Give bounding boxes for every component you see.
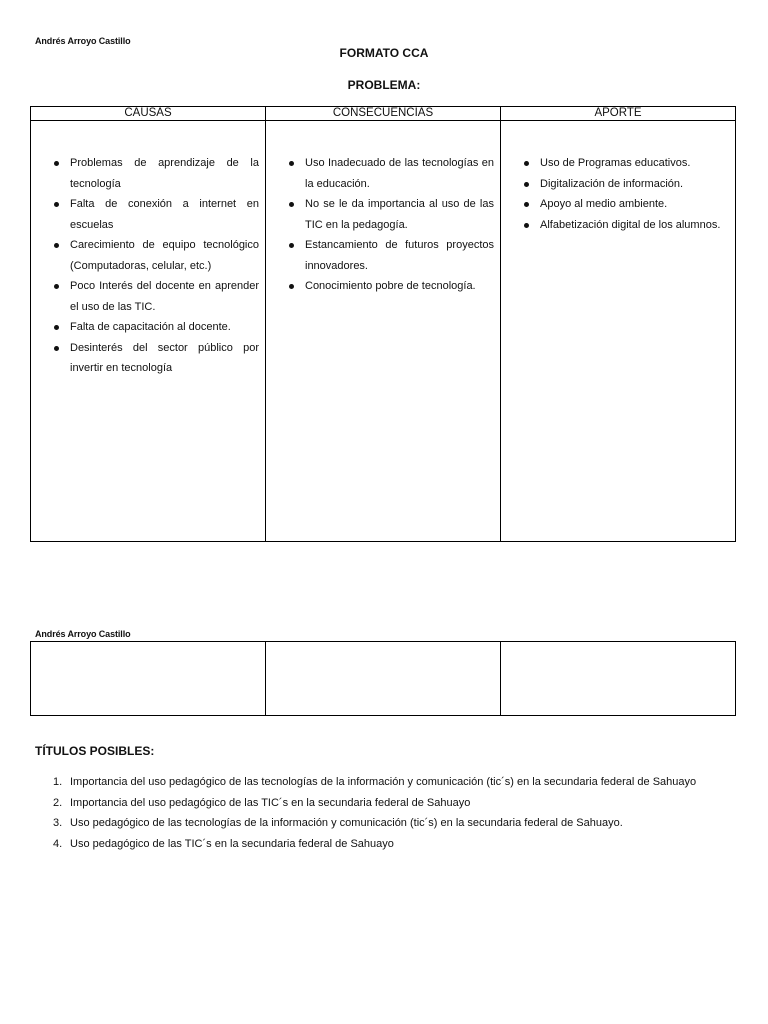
column-header-aporte: APORTE	[501, 107, 736, 121]
aporte-list	[501, 153, 735, 235]
empty-table	[30, 641, 736, 716]
empty-cell	[501, 642, 736, 716]
table-row	[31, 642, 736, 716]
consecuencias-cell	[266, 121, 501, 542]
causas-cell	[31, 121, 266, 542]
author-name: Andrés Arroyo Castillo	[35, 36, 131, 46]
list-item	[35, 834, 755, 855]
item-text: Importancia del uso pedagógico de las tecnologías de la información y comunicación (tic´s) en la secundaria federal de Sahuayo	[70, 776, 697, 788]
titles-list	[35, 772, 755, 854]
list-item: Poco Interés del docente en aprender el uso de las TIC.	[31, 276, 265, 317]
item-text: Importancia del uso pedagógico de las TIC´s en la secundaria federal de Sahuayo	[70, 796, 471, 809]
list-item	[35, 813, 755, 834]
list-item: Uso de Programas educativos.	[501, 153, 735, 174]
list-item: No se le da importancia al uso de las TIC en la pedagogía.	[266, 194, 500, 235]
list-item: Falta de capacitación al docente.	[31, 317, 265, 338]
list-item: Falta de conexión a internet en escuelas	[31, 194, 265, 235]
list-item	[35, 793, 755, 814]
item-number: 1.	[53, 776, 63, 788]
document-title: FORMATO CCA	[339, 46, 429, 60]
list-item	[35, 772, 755, 793]
consecuencias-list	[266, 153, 500, 297]
list-item: Problemas de aprendizaje de la tecnología	[31, 153, 265, 194]
titles-heading: TÍTULOS POSIBLES:	[35, 744, 155, 758]
item-text: Uso pedagógico de las tecnologías de la información y comunicación (tic´s) en la secundaria federal de Sahuayo.	[70, 817, 623, 829]
list-item: Apoyo al medio ambiente.	[501, 194, 735, 215]
aporte-cell	[501, 121, 736, 542]
table-body-row	[31, 121, 736, 542]
item-number: 2.	[53, 796, 63, 809]
table-header-row	[31, 107, 736, 121]
list-item: Alfabetización digital de los alumnos.	[501, 215, 735, 236]
item-number: 4.	[53, 837, 63, 850]
item-number: 3.	[53, 817, 63, 829]
item-text: Uso pedagógico de las TIC´s en la secundaria federal de Sahuayo	[70, 837, 394, 850]
empty-cell	[266, 642, 501, 716]
list-item: Uso Inadecuado de las tecnologías en la educación.	[266, 153, 500, 194]
author-name-second: Andrés Arroyo Castillo	[35, 629, 131, 639]
list-item: Conocimiento pobre de tecnología.	[266, 276, 500, 297]
column-header-consecuencias: CONSECUENCIAS	[266, 107, 501, 121]
list-item: Estancamiento de futuros proyectos innovadores.	[266, 235, 500, 276]
causas-list	[31, 153, 265, 379]
list-item: Carecimiento de equipo tecnológico (Computadoras, celular, etc.)	[31, 235, 265, 276]
problem-label: PROBLEMA:	[347, 78, 421, 92]
empty-cell	[31, 642, 266, 716]
list-item: Desinterés del sector público por invertir en tecnología	[31, 338, 265, 379]
list-item: Digitalización de información.	[501, 174, 735, 195]
cca-table	[30, 106, 736, 542]
column-header-causas: CAUSAS	[31, 107, 266, 121]
